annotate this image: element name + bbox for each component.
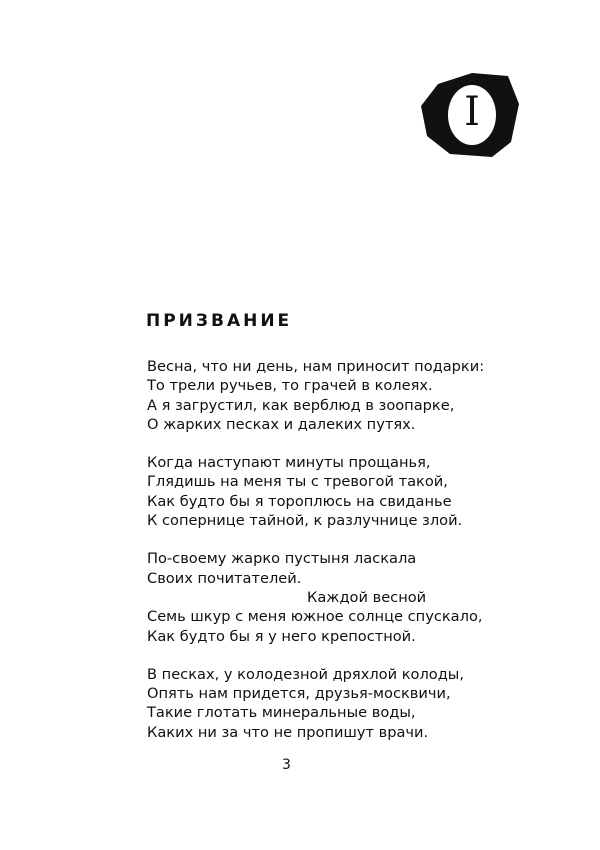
- poem-line-indented: Каждой весной: [307, 588, 427, 606]
- stanza-2: [147, 453, 507, 530]
- stanza-1: [147, 357, 507, 434]
- poem-line: Каких ни за что не пропишут врачи.: [147, 723, 429, 741]
- poem-line: К сопернице тайной, к разлучнице злой.: [147, 512, 463, 530]
- poem-line: Когда наступают минуты прощанья,: [147, 454, 431, 472]
- poem-line: В песках, у колодезной дряхлой колоды,: [147, 665, 464, 683]
- poem-line: О жарких песках и далеких путях.: [147, 415, 416, 433]
- poem-line: Опять нам придется, друзья-москвичи,: [147, 685, 451, 703]
- stanza-3: [147, 549, 507, 645]
- poem-title: ПРИЗВАНИЕ: [146, 311, 293, 331]
- poem-line: А я загрустил, как верблюд в зоопарке,: [147, 396, 455, 414]
- poem-line: Такие глотать минеральные воды,: [147, 704, 416, 722]
- stanza-4: [147, 665, 507, 742]
- chapter-numeral: I: [464, 89, 480, 135]
- poem-line: То трели ручьев, то грачей в колеях.: [147, 377, 433, 395]
- poem-line: По-своему жарко пустыня ласкала: [147, 550, 417, 568]
- poem-line: Семь шкур с меня южное солнце спускало,: [147, 608, 483, 626]
- chapter-emblem: [420, 70, 520, 160]
- poem-line: Как будто бы я тороплюсь на свиданье: [147, 492, 452, 510]
- poem-line: Весна, что ни день, нам приносит подарки:: [147, 358, 485, 375]
- poem-line: Глядишь на меня ты с тревогой такой,: [147, 473, 448, 491]
- poem-line: Своих почитателей.: [147, 569, 302, 587]
- poem-body: [147, 357, 507, 761]
- page-number: 3: [282, 757, 291, 773]
- poem-line: Как будто бы я у него крепостной.: [147, 627, 416, 645]
